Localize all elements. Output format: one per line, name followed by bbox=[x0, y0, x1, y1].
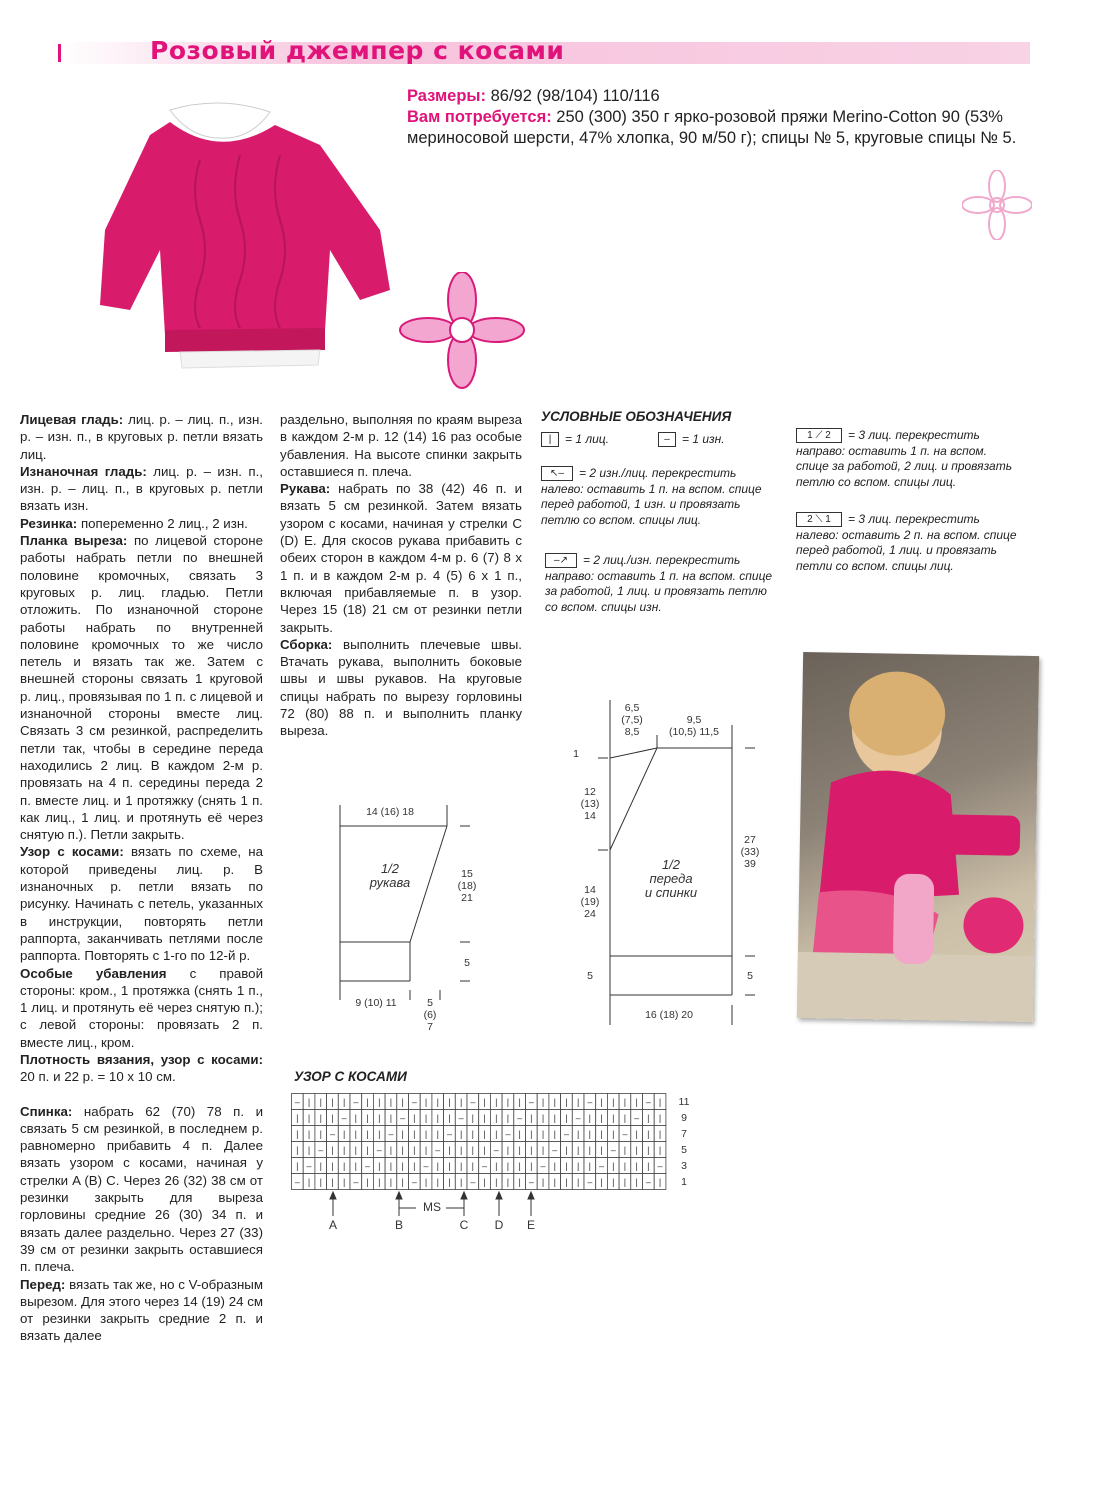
svg-text:–: – bbox=[470, 1097, 476, 1107]
page-title: Розовый джемпер с косами bbox=[150, 36, 565, 65]
header-info bbox=[407, 86, 1027, 149]
svg-text:|: | bbox=[600, 1177, 603, 1187]
chart-ms-label: MS bbox=[423, 1200, 441, 1214]
para-sleeves: Рукава: набрать по 38 (42) 46 п. и вязать 5 см резинкой. Затем вязать узором с косами, начиная у стрелки C (D) E. Для скосов рукава прибавить с обеих сторон в каждом 4-м р. 6 (7) 8 x 1 п. и в каждом 2-м р. 4 (5) 6 x 1 п., включая прибавляемые п. в узор. Через 15 (18) 21 см от резинки петли закрыть. bbox=[280, 481, 522, 635]
svg-text:|: | bbox=[506, 1177, 510, 1187]
svg-text:|: | bbox=[401, 1161, 404, 1171]
svg-text:–: – bbox=[435, 1145, 441, 1155]
svg-text:–: – bbox=[645, 1097, 651, 1107]
svg-text:–: – bbox=[341, 1113, 347, 1123]
body-label: 1/2 переда и спинки bbox=[644, 857, 698, 900]
svg-text:|: | bbox=[565, 1161, 568, 1171]
svg-text:|: | bbox=[576, 1145, 580, 1155]
svg-text:|: | bbox=[296, 1129, 299, 1139]
svg-text:|: | bbox=[389, 1145, 393, 1155]
svg-text:|: | bbox=[588, 1113, 592, 1123]
svg-text:–: – bbox=[587, 1177, 593, 1187]
svg-text:|: | bbox=[436, 1177, 439, 1187]
purl-symbol-icon: – bbox=[658, 432, 676, 447]
svg-text:|: | bbox=[378, 1161, 381, 1171]
body-rib-left: 5 bbox=[587, 970, 593, 982]
svg-text:–: – bbox=[645, 1177, 651, 1187]
svg-text:|: | bbox=[553, 1161, 556, 1171]
materials-label: Вам потребуется: bbox=[407, 108, 552, 126]
svg-text:|: | bbox=[600, 1097, 603, 1107]
body-one: 1 bbox=[573, 748, 579, 760]
svg-text:|: | bbox=[459, 1129, 463, 1139]
legend-cross-right-3: 1 ⟋ 2 = 3 лиц. перекрестить направо: оставить 1 п. на вспом. спице за работой, 2 лиц. и провязать петлю со вспом. спицы лиц. bbox=[796, 428, 1013, 489]
para-front-cont: раздельно, выполняя по краям выреза в каждом 2-м р. 12 (14) 16 раз особые убавления. На высоте спинки закрыть оставшиеся п. плеча. bbox=[280, 412, 522, 479]
svg-text:|: | bbox=[378, 1129, 381, 1139]
svg-text:|: | bbox=[448, 1177, 451, 1187]
svg-text:|: | bbox=[296, 1161, 299, 1171]
svg-text:|: | bbox=[541, 1113, 545, 1123]
svg-text:|: | bbox=[459, 1161, 463, 1171]
svg-text:|: | bbox=[635, 1097, 638, 1107]
sleeve-label: 1/2 рукава bbox=[369, 861, 411, 890]
body-rib-right: 5 bbox=[747, 970, 753, 982]
svg-text:|: | bbox=[401, 1129, 404, 1139]
para-neckband: Планка выреза: по лицевой стороне работы набрать петли по внешней половине кромочных, связать 3 круговых р. лиц. гладью. Петли отложить. По изнаночной стороне работы набрать по внутренней половине кромочных то же число петель и вязать так же. Затем с внешней стороны связать 1 круговой р. лиц., провязывая по 1 п. с лицевой и изнаночной стороны вместе лиц. Связать 3 см резинкой, распределить петли так, чтобы в середине переда находились 2 лиц. В каждом 2-м р. провязать на 4 п. середины переда 2 п. вместе лиц. и 1 протяжку (снять 1 п. как лиц., 1 лиц. и протянуть её через снятую п.). Петли закрыть. bbox=[20, 533, 263, 843]
para-reverse-stockinette: Изнаночная гладь: лиц. р. – изн. п., изн. р. – лиц. п., в круговых р. петли вязать изн. bbox=[20, 463, 263, 514]
svg-text:|: | bbox=[635, 1161, 638, 1171]
svg-text:–: – bbox=[540, 1161, 546, 1171]
svg-text:|: | bbox=[366, 1145, 369, 1155]
svg-text:–: – bbox=[493, 1145, 499, 1155]
svg-text:|: | bbox=[331, 1177, 334, 1187]
svg-text:|: | bbox=[436, 1113, 439, 1123]
svg-text:|: | bbox=[483, 1097, 486, 1107]
row-number-5: 5 bbox=[681, 1144, 687, 1156]
svg-text:|: | bbox=[588, 1129, 592, 1139]
svg-text:|: | bbox=[530, 1145, 533, 1155]
svg-text:|: | bbox=[553, 1177, 556, 1187]
svg-text:|: | bbox=[413, 1113, 416, 1123]
svg-text:–: – bbox=[528, 1097, 534, 1107]
svg-text:–: – bbox=[575, 1113, 581, 1123]
svg-text:|: | bbox=[413, 1129, 416, 1139]
svg-text:|: | bbox=[342, 1161, 346, 1171]
svg-text:|: | bbox=[424, 1129, 428, 1139]
svg-text:|: | bbox=[448, 1161, 451, 1171]
svg-text:|: | bbox=[366, 1097, 369, 1107]
svg-text:|: | bbox=[647, 1129, 650, 1139]
svg-text:|: | bbox=[530, 1113, 533, 1123]
legend-knit: | = 1 лиц. bbox=[541, 432, 609, 448]
body-shoulder-width: 9,5 (10,5) 11,5 bbox=[668, 714, 719, 738]
sleeve-rib-height: 5 bbox=[464, 957, 470, 969]
svg-text:|: | bbox=[612, 1113, 615, 1123]
svg-text:–: – bbox=[482, 1161, 488, 1171]
legend-title: УСЛОВНЫЕ ОБОЗНАЧЕНИЯ bbox=[541, 409, 732, 424]
svg-text:|: | bbox=[471, 1161, 475, 1171]
svg-text:|: | bbox=[541, 1129, 545, 1139]
svg-text:|: | bbox=[331, 1161, 334, 1171]
svg-text:–: – bbox=[622, 1129, 628, 1139]
svg-text:|: | bbox=[612, 1161, 615, 1171]
cross-left-icon: ↖– bbox=[541, 466, 573, 481]
svg-text:|: | bbox=[319, 1161, 322, 1171]
svg-text:|: | bbox=[354, 1113, 358, 1123]
svg-text:|: | bbox=[623, 1177, 627, 1187]
svg-text:|: | bbox=[647, 1113, 650, 1123]
svg-text:–: – bbox=[563, 1129, 569, 1139]
svg-text:|: | bbox=[342, 1129, 346, 1139]
svg-text:–: – bbox=[318, 1145, 324, 1155]
svg-text:|: | bbox=[623, 1145, 627, 1155]
svg-text:|: | bbox=[401, 1177, 404, 1187]
svg-text:|: | bbox=[635, 1129, 638, 1139]
svg-text:|: | bbox=[448, 1113, 451, 1123]
chart-arrows bbox=[291, 1190, 667, 1220]
svg-text:|: | bbox=[424, 1145, 428, 1155]
svg-text:|: | bbox=[635, 1177, 638, 1187]
svg-text:|: | bbox=[354, 1161, 358, 1171]
svg-text:–: – bbox=[446, 1129, 452, 1139]
svg-text:|: | bbox=[342, 1145, 346, 1155]
svg-text:|: | bbox=[506, 1113, 510, 1123]
svg-text:|: | bbox=[483, 1177, 486, 1187]
svg-text:–: – bbox=[599, 1161, 605, 1171]
svg-text:|: | bbox=[401, 1145, 404, 1155]
chart-title: УЗОР С КОСАМИ bbox=[294, 1069, 407, 1084]
svg-text:|: | bbox=[495, 1097, 498, 1107]
flower-decoration-large bbox=[398, 272, 526, 390]
svg-text:|: | bbox=[471, 1129, 475, 1139]
svg-text:|: | bbox=[331, 1145, 334, 1155]
svg-text:|: | bbox=[401, 1097, 404, 1107]
svg-text:|: | bbox=[541, 1177, 545, 1187]
svg-text:|: | bbox=[576, 1177, 580, 1187]
legend-cross-left-2: ↖– = 2 изн./лиц. перекрестить налево: оставить 1 п. на вспом. спице перед работой, 1 изн. и провязать петлю со вспом. спицы лиц. bbox=[541, 466, 762, 527]
svg-text:|: | bbox=[495, 1129, 498, 1139]
svg-text:|: | bbox=[342, 1097, 346, 1107]
svg-text:–: – bbox=[411, 1177, 417, 1187]
body-total-height: 27 (33) 39 bbox=[740, 834, 760, 870]
svg-text:|: | bbox=[600, 1113, 603, 1123]
svg-text:–: – bbox=[552, 1145, 558, 1155]
svg-text:|: | bbox=[495, 1161, 498, 1171]
svg-text:|: | bbox=[483, 1113, 486, 1123]
body-lower-height: 14 (19) 24 bbox=[580, 884, 600, 920]
svg-text:|: | bbox=[600, 1129, 603, 1139]
arrow-label-e: E bbox=[526, 1218, 535, 1232]
svg-text:|: | bbox=[635, 1145, 638, 1155]
sleeve-side: 5 (6) 7 bbox=[423, 997, 437, 1033]
para-stockinette: Лицевая гладь: лиц. р. – лиц. п., изн. р. – изн. п., в круговых р. петли вязать лиц. bbox=[20, 412, 263, 462]
svg-text:|: | bbox=[378, 1097, 381, 1107]
svg-text:–: – bbox=[411, 1097, 417, 1107]
svg-text:|: | bbox=[459, 1177, 463, 1187]
para-back: Спинка: набрать 62 (70) 78 п. и связать 5 см резинкой, в последнем р. равномерно прибавить 4 п. Далее вязать узором с косами, начиная у стрелки A (B) C. Через 26 (32) 38 см от резинки закрыть для выреза горловины средние 26 (30) 34 п. и вязать далее раздельно. Через 27 (33) 39 см от резинки закрыть оставшиеся п. плеча. bbox=[20, 1103, 263, 1275]
svg-text:|: | bbox=[296, 1113, 299, 1123]
svg-text:|: | bbox=[366, 1177, 369, 1187]
body-neck-depth: 12 (13) 14 bbox=[580, 786, 600, 822]
cross-3-right-icon: 1 ⟋ 2 bbox=[796, 428, 842, 443]
svg-text:|: | bbox=[647, 1145, 650, 1155]
svg-text:|: | bbox=[296, 1145, 299, 1155]
svg-text:|: | bbox=[576, 1161, 580, 1171]
svg-text:|: | bbox=[389, 1177, 393, 1187]
svg-text:|: | bbox=[565, 1145, 568, 1155]
body-bottom-width: 16 (18) 20 bbox=[645, 1009, 693, 1021]
svg-text:–: – bbox=[505, 1129, 511, 1139]
svg-text:–: – bbox=[294, 1097, 300, 1107]
svg-text:|: | bbox=[483, 1145, 486, 1155]
svg-text:–: – bbox=[400, 1113, 406, 1123]
svg-text:|: | bbox=[436, 1161, 439, 1171]
flower-decoration-small bbox=[962, 170, 1032, 240]
arrow-label-d: D bbox=[494, 1218, 504, 1232]
svg-text:|: | bbox=[588, 1145, 592, 1155]
para-assembly: Сборка: выполнить плечевые швы. Втачать рукава, выполнить боковые швы и швы рукавов. На круговые спицы набрать по вырезу горловины 72 (80) 88 п. и выполнить планку выреза. bbox=[280, 636, 522, 739]
para-rib: Резинка: попеременно 2 лиц., 2 изн. bbox=[20, 515, 248, 531]
para-cable-pattern: Узор с косами: вязать по схеме, на которой приведены лиц. р. В изнаночных р. петли вязать по рисунку. Начинать с петель, указанных в инструкции, повторять петли раппорта, заканчивать петлями после раппорта. Повторять с 1-го по 12-й р. bbox=[20, 844, 263, 964]
svg-text:|: | bbox=[565, 1177, 568, 1187]
svg-text:|: | bbox=[565, 1113, 568, 1123]
svg-text:–: – bbox=[423, 1161, 429, 1171]
svg-text:|: | bbox=[354, 1145, 358, 1155]
svg-text:–: – bbox=[365, 1161, 371, 1171]
svg-text:|: | bbox=[459, 1097, 463, 1107]
instructions-column-1 bbox=[20, 411, 263, 1345]
svg-text:–: – bbox=[376, 1145, 382, 1155]
svg-text:|: | bbox=[366, 1113, 369, 1123]
svg-text:|: | bbox=[389, 1161, 393, 1171]
sleeve-top-width: 14 (16) 18 bbox=[366, 806, 414, 818]
svg-text:|: | bbox=[342, 1177, 346, 1187]
cross-3-left-icon: 2 ⟍ 1 bbox=[796, 512, 842, 527]
svg-text:|: | bbox=[612, 1129, 615, 1139]
svg-text:|: | bbox=[530, 1161, 533, 1171]
svg-text:|: | bbox=[565, 1097, 568, 1107]
svg-text:|: | bbox=[424, 1097, 428, 1107]
svg-text:–: – bbox=[528, 1177, 534, 1187]
svg-text:|: | bbox=[576, 1129, 580, 1139]
svg-text:|: | bbox=[319, 1113, 322, 1123]
svg-text:|: | bbox=[658, 1113, 662, 1123]
svg-text:|: | bbox=[658, 1097, 662, 1107]
svg-text:|: | bbox=[495, 1177, 498, 1187]
svg-text:–: – bbox=[306, 1161, 312, 1171]
svg-text:|: | bbox=[378, 1113, 381, 1123]
svg-text:|: | bbox=[495, 1113, 498, 1123]
svg-text:–: – bbox=[517, 1113, 523, 1123]
row-number-3: 3 bbox=[681, 1160, 687, 1172]
svg-text:|: | bbox=[331, 1097, 334, 1107]
svg-text:–: – bbox=[470, 1177, 476, 1187]
svg-text:|: | bbox=[612, 1097, 615, 1107]
svg-text:|: | bbox=[413, 1161, 416, 1171]
svg-text:|: | bbox=[378, 1177, 381, 1187]
svg-text:|: | bbox=[553, 1129, 556, 1139]
svg-text:|: | bbox=[389, 1097, 393, 1107]
svg-text:|: | bbox=[319, 1177, 322, 1187]
arrow-label-a: A bbox=[328, 1218, 337, 1232]
materials-value: 250 (300) 350 г ярко-розовой пряжи Merino-Cotton 90 (53% мериносовой шерсти, 47% хлопка, 90 м/50 г); спицы № 5, круговые спицы № 5. bbox=[407, 108, 1017, 147]
svg-text:–: – bbox=[353, 1097, 359, 1107]
svg-text:|: | bbox=[506, 1145, 510, 1155]
para-decreases: Особые убавления с правой стороны: кром., 1 протяжка (снять 1 п., 1 лиц. и протянуть её через снятую п.); с левой стороны: провязать 2 п. вместе лиц., кром. bbox=[20, 965, 264, 1050]
cross-right-icon: –↗ bbox=[545, 553, 577, 568]
svg-text:|: | bbox=[354, 1129, 358, 1139]
svg-text:|: | bbox=[471, 1145, 475, 1155]
svg-text:|: | bbox=[307, 1177, 311, 1187]
sizes-value: 86/92 (98/104) 110/116 bbox=[490, 87, 660, 105]
legend-cross-left-3: 2 ⟍ 1 = 3 лиц. перекрестить налево: оставить 2 п. на вспом. спице перед работой, 1 лиц. и провязать петли со вспом. спицы лиц. bbox=[796, 512, 1017, 573]
svg-text:|: | bbox=[588, 1161, 592, 1171]
svg-text:|: | bbox=[459, 1145, 463, 1155]
svg-text:–: – bbox=[329, 1129, 335, 1139]
knit-symbol-icon: | bbox=[541, 432, 559, 447]
svg-text:|: | bbox=[518, 1161, 521, 1171]
svg-text:|: | bbox=[623, 1161, 627, 1171]
svg-text:|: | bbox=[307, 1113, 311, 1123]
svg-text:|: | bbox=[389, 1113, 393, 1123]
instructions-column-2 bbox=[280, 411, 522, 740]
svg-text:|: | bbox=[658, 1177, 662, 1187]
sweater-image bbox=[90, 100, 400, 380]
sleeve-height: 15 (18) 21 bbox=[457, 868, 477, 904]
title-accent-left bbox=[58, 44, 61, 62]
svg-text:|: | bbox=[647, 1161, 650, 1171]
cable-chart-grid bbox=[291, 1093, 667, 1193]
svg-text:|: | bbox=[553, 1113, 556, 1123]
svg-text:|: | bbox=[436, 1129, 439, 1139]
svg-text:|: | bbox=[518, 1097, 521, 1107]
svg-text:|: | bbox=[623, 1113, 627, 1123]
svg-text:|: | bbox=[436, 1097, 439, 1107]
sleeve-bottom-width: 9 (10) 11 bbox=[355, 997, 397, 1009]
svg-text:|: | bbox=[612, 1177, 615, 1187]
svg-text:|: | bbox=[506, 1097, 510, 1107]
svg-text:–: – bbox=[587, 1097, 593, 1107]
row-number-11: 11 bbox=[678, 1096, 690, 1108]
svg-text:|: | bbox=[424, 1177, 428, 1187]
svg-text:|: | bbox=[541, 1097, 545, 1107]
arrow-label-c: C bbox=[459, 1218, 469, 1232]
svg-text:–: – bbox=[657, 1161, 663, 1171]
svg-text:|: | bbox=[600, 1145, 603, 1155]
svg-text:|: | bbox=[518, 1177, 521, 1187]
svg-text:|: | bbox=[307, 1097, 311, 1107]
arrow-label-b: B bbox=[394, 1218, 403, 1232]
svg-text:–: – bbox=[610, 1145, 616, 1155]
svg-text:|: | bbox=[576, 1097, 580, 1107]
svg-text:–: – bbox=[388, 1129, 394, 1139]
row-number-7: 7 bbox=[681, 1128, 687, 1140]
svg-text:–: – bbox=[458, 1113, 464, 1123]
svg-text:–: – bbox=[294, 1177, 300, 1187]
svg-text:|: | bbox=[366, 1129, 369, 1139]
row-number-9: 9 bbox=[681, 1112, 687, 1124]
child-photo bbox=[797, 652, 1039, 1022]
svg-text:|: | bbox=[471, 1113, 475, 1123]
sizes-label: Размеры: bbox=[407, 87, 487, 105]
body-neck-width: 6,5 (7,5) 8,5 bbox=[621, 702, 643, 738]
row-number-1: 1 bbox=[681, 1176, 687, 1188]
svg-text:|: | bbox=[541, 1145, 545, 1155]
svg-text:–: – bbox=[353, 1177, 359, 1187]
svg-text:|: | bbox=[658, 1145, 662, 1155]
svg-text:|: | bbox=[448, 1097, 451, 1107]
svg-text:|: | bbox=[518, 1145, 521, 1155]
svg-text:|: | bbox=[331, 1113, 334, 1123]
legend-cross-right-2: –↗ = 2 лиц./изн. перекрестить направо: оставить 1 п. на вспом. спице за работой, 1 лиц. и провязать петлю со вспом. спицы изн. bbox=[545, 553, 773, 614]
svg-text:|: | bbox=[506, 1161, 510, 1171]
svg-text:|: | bbox=[518, 1129, 521, 1139]
svg-text:|: | bbox=[307, 1145, 311, 1155]
svg-text:|: | bbox=[553, 1097, 556, 1107]
svg-text:|: | bbox=[658, 1129, 662, 1139]
svg-text:–: – bbox=[634, 1113, 640, 1123]
svg-text:|: | bbox=[483, 1129, 486, 1139]
svg-text:|: | bbox=[448, 1145, 451, 1155]
svg-text:|: | bbox=[623, 1097, 627, 1107]
legend-purl: – = 1 изн. bbox=[658, 432, 725, 448]
svg-text:|: | bbox=[319, 1129, 322, 1139]
para-front: Перед: вязать так же, но с V-образным вырезом. Для этого через 14 (19) 24 см от резинки закрыть средние 2 п. и вязать далее bbox=[20, 1276, 263, 1344]
svg-text:|: | bbox=[424, 1113, 428, 1123]
svg-text:|: | bbox=[319, 1097, 322, 1107]
svg-text:|: | bbox=[530, 1129, 533, 1139]
svg-text:|: | bbox=[307, 1129, 311, 1139]
svg-text:|: | bbox=[413, 1145, 416, 1155]
para-gauge: Плотность вязания, узор с косами: 20 п. и 22 р. = 10 x 10 см. bbox=[20, 1051, 263, 1085]
